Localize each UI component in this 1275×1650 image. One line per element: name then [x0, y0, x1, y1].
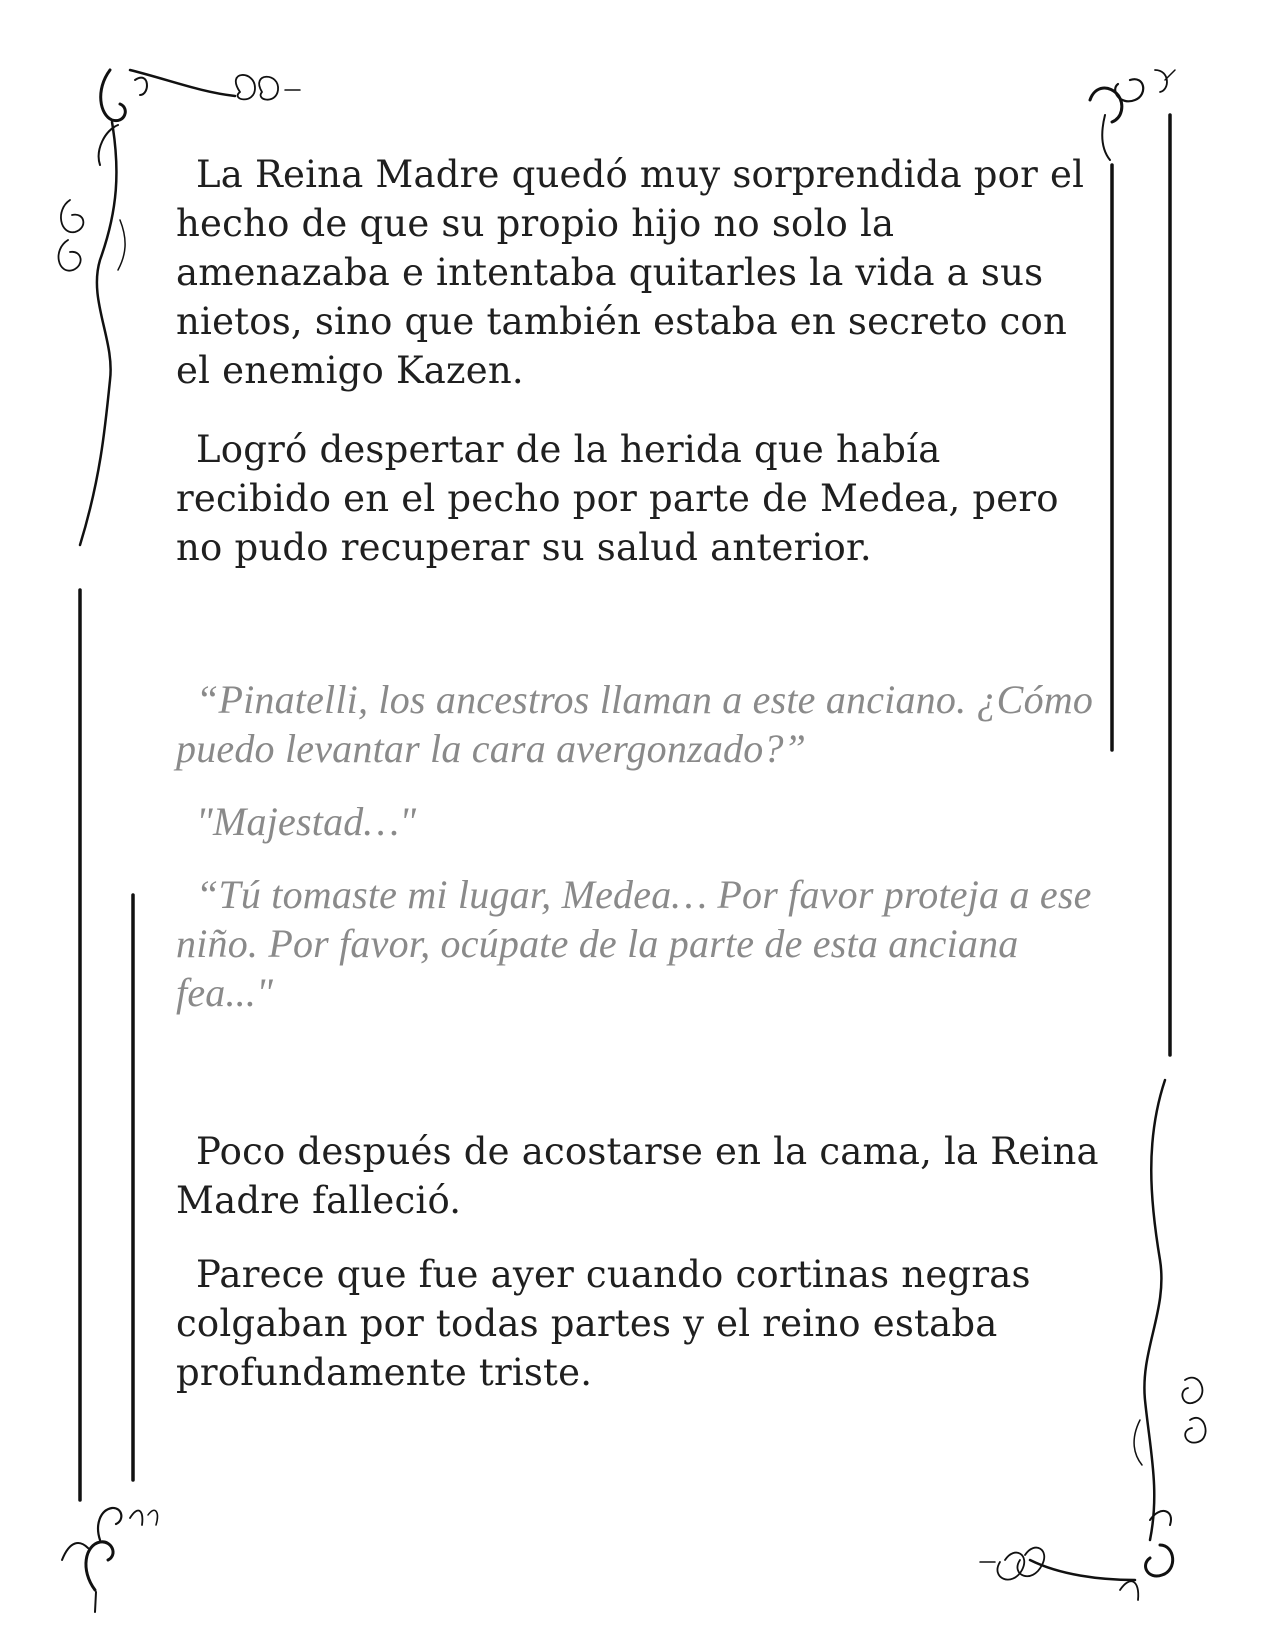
paragraph-death: [176, 1127, 1106, 1225]
quote-medea: [176, 870, 1106, 1017]
bottom-left-flourish: [62, 1508, 157, 1612]
paragraph-mourning: [176, 1250, 1106, 1397]
quote-text: “Pinatelli, los ancestros llaman a este anciano. ¿Cómo puedo levantar la cara avergonzado?”: [176, 677, 1094, 771]
paragraph-queen-mother-surprised: [176, 150, 1106, 395]
quote-text: "Majestad…": [196, 799, 417, 844]
top-right-flourish: [1090, 70, 1175, 160]
quote-ancestors: [176, 675, 1106, 773]
paragraph-text: Logró despertar de la herida que había recibido en el pecho por parte de Medea, pero no pudo recuperar su salud anterior.: [176, 428, 1059, 569]
paragraph-wound: [176, 425, 1106, 572]
paragraph-text: La Reina Madre quedó muy sorprendida por el hecho de que su propio hijo no solo la amenazaba e intentaba quitarles la vida a sus nietos, sino que también estaba en secreto con el enemigo Kazen.: [176, 153, 1085, 392]
quote-text: “Tú tomaste mi lugar, Medea… Por favor proteja a ese niño. Por favor, ocúpate de la parte de esta anciana fea...": [176, 872, 1092, 1015]
quote-majestad: [176, 797, 1106, 846]
paragraph-text: Parece que fue ayer cuando cortinas negras colgaban por todas partes y el reino estaba profundamente triste.: [176, 1253, 1031, 1394]
paragraph-text: Poco después de acostarse en la cama, la Reina Madre falleció.: [176, 1130, 1099, 1222]
